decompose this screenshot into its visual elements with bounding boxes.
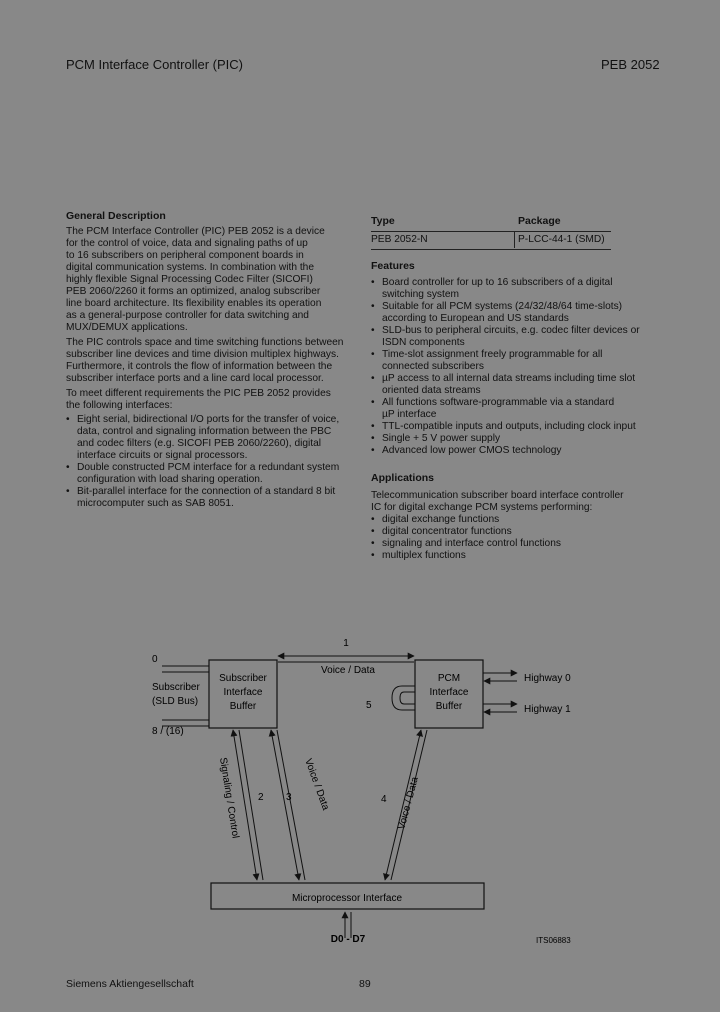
applications-section (371, 472, 671, 562)
general-description-section (66, 210, 366, 510)
text-line: subscriber line devices and time division multiplex highways. (66, 349, 339, 360)
text-line: • Time-slot assignment freely programmable for all (382, 349, 603, 360)
text-line: • Suitable for all PCM systems (24/32/48/64 time-slots) (382, 301, 623, 312)
text-line: ISDN components (382, 337, 465, 348)
pcm-box-line: PCM (437, 673, 461, 684)
list-item (371, 301, 671, 325)
text-line: • multiplex functions (382, 550, 466, 561)
text-line: • Eight serial, bidirectional I/O ports for the transfer of voice, (77, 414, 340, 425)
text-line: • µP access to all internal data streams including time slot (382, 373, 636, 384)
text-line: • digital concentrator functions (382, 526, 512, 537)
list-item (371, 397, 671, 421)
text-line: for the control of voice, data and signaling paths of up (66, 238, 308, 249)
table-divider (514, 232, 515, 248)
text-line: PEB 2060/2260 it forms an optimized, analog subscriber (66, 286, 321, 297)
package-value: P-LCC-44-1 (SMD) (518, 234, 605, 245)
list-item (66, 414, 366, 462)
features-section (371, 260, 671, 457)
path3-arrow-left (271, 730, 299, 880)
text-line: oriented data streams (382, 385, 481, 396)
list-item (371, 325, 671, 349)
type-column-header: Type (371, 215, 395, 227)
text-line: subscriber interface ports and a line card local processor. (66, 373, 324, 384)
microprocessor-interface-label: Microprocessor Interface (291, 893, 403, 904)
text-line: µP interface (382, 409, 437, 420)
text-line: as a general-purpose controller for data switching and (66, 310, 309, 321)
path1-number: 1 (343, 638, 349, 649)
text-line: To meet different requirements the PIC PEB 2052 provides (66, 388, 331, 399)
applications-list (371, 514, 671, 562)
part-number: PEB 2052 (601, 57, 660, 72)
type-table (371, 215, 661, 250)
list-item (371, 421, 671, 433)
text-line: line board architecture. Its flexibility enables its operation (66, 298, 322, 309)
list-item (66, 462, 366, 486)
text-line: IC for digital exchange PCM systems performing: (371, 502, 593, 513)
list-item (371, 433, 671, 445)
subscriber-box-line: Subscriber (219, 673, 267, 684)
path5-number: 5 (366, 700, 372, 711)
table-divider (371, 249, 611, 250)
applications-intro (371, 490, 671, 514)
data-bus-label: D0 - D7 (330, 934, 366, 945)
pcm-box-line: Buffer (435, 701, 463, 712)
path2-number: 2 (258, 792, 264, 803)
path3-label: Voice / Data (302, 757, 331, 812)
pcm-box-line: Interface (429, 687, 469, 698)
block-diagram (0, 620, 720, 960)
features-heading: Features (371, 260, 415, 272)
text-line: • TTL-compatible inputs and outputs, including clock input (382, 421, 636, 432)
text-line: and codec filters (e.g. SICOFI PEB 2060/2260), digital (77, 438, 322, 449)
highway0-label: Highway 0 (524, 673, 571, 684)
path3-arrow-right (277, 730, 305, 880)
path4-label: Voice / Data (396, 775, 421, 831)
text-line: the following interfaces: (66, 400, 173, 411)
text-line: • digital exchange functions (382, 514, 500, 525)
list-item (371, 514, 671, 526)
text-line: • Board controller for up to 16 subscribers of a digital (382, 277, 613, 288)
text-line: • Double constructed PCM interface for a redundant system (77, 462, 340, 473)
description-paragraph-1 (66, 226, 366, 334)
path2-label: Signaling / Control (217, 756, 241, 840)
list-item (371, 538, 671, 550)
text-line: switching system (382, 289, 459, 300)
port-bottom-label: 8 / (16) (152, 726, 184, 737)
list-item (371, 445, 671, 457)
description-paragraph-2 (66, 337, 366, 385)
applications-heading: Applications (371, 472, 435, 484)
path2-arrow-left (233, 730, 257, 880)
subscriber-box-line: Interface (223, 687, 263, 698)
path2-arrow-right (239, 730, 263, 880)
text-line: digital communication systems. In combination with the (66, 262, 315, 273)
list-item (66, 486, 366, 510)
list-item (371, 349, 671, 373)
text-line: microcomputer such as SAB 8051. (77, 498, 234, 509)
general-description-heading: General Description (66, 210, 166, 222)
text-line: • SLD-bus to peripheral circuits, e.g. codec filter devices or (382, 325, 640, 336)
features-list (371, 277, 671, 457)
text-line: MUX/DEMUX applications. (66, 322, 188, 333)
text-line: configuration with load sharing operation. (77, 474, 263, 485)
text-line: • Single + 5 V power supply (382, 433, 501, 444)
path5-loop-outer (392, 686, 415, 710)
text-line: • Advanced low power CMOS technology (382, 445, 562, 456)
package-column-header: Package (518, 215, 561, 227)
list-item (371, 277, 671, 301)
text-line: highly flexible Signal Processing Codec Filter (SICOFI) (66, 274, 313, 285)
text-line: The PIC controls space and time switching functions between (66, 337, 344, 348)
subscriber-label: Subscriber (152, 682, 200, 693)
text-line: Furthermore, it controls the flow of information between the (66, 361, 333, 372)
path5-loop-inner (400, 692, 415, 704)
text-line: • signaling and interface control functions (382, 538, 561, 549)
text-line: Telecommunication subscriber board interface controller (371, 490, 624, 501)
text-line: connected subscribers (382, 361, 484, 372)
text-line: according to European and US standards (382, 313, 569, 324)
port-top-label: 0 (152, 654, 158, 665)
document-title: PCM Interface Controller (PIC) (66, 57, 243, 72)
figure-id: ITS06883 (536, 936, 571, 945)
list-item (371, 526, 671, 538)
text-line: • Bit-parallel interface for the connection of a standard 8 bit (77, 486, 336, 497)
path4-number: 4 (381, 794, 387, 805)
highway1-label: Highway 1 (524, 704, 571, 715)
text-line: interface circuits or signal processors. (77, 450, 248, 461)
subscriber-box-line: Buffer (229, 701, 257, 712)
text-line: The PCM Interface Controller (PIC) PEB 2052 is a device (66, 226, 325, 237)
description-paragraph-3 (66, 388, 366, 412)
text-line: data, control and signaling information between the PBC (77, 426, 332, 437)
table-divider (371, 231, 611, 232)
path3-number: 3 (286, 792, 292, 803)
list-item (371, 373, 671, 397)
text-line: • All functions software-programmable via a standard (382, 397, 615, 408)
path1-label: Voice / Data (321, 665, 375, 676)
interfaces-list (66, 414, 366, 510)
text-line: to 16 subscribers on peripheral component boards in (66, 250, 304, 261)
type-value: PEB 2052-N (371, 234, 428, 245)
list-item (371, 550, 671, 562)
page-number: 89 (359, 978, 371, 990)
footer-company: Siemens Aktiengesellschaft (66, 978, 194, 990)
subscriber-label: (SLD Bus) (152, 696, 199, 707)
